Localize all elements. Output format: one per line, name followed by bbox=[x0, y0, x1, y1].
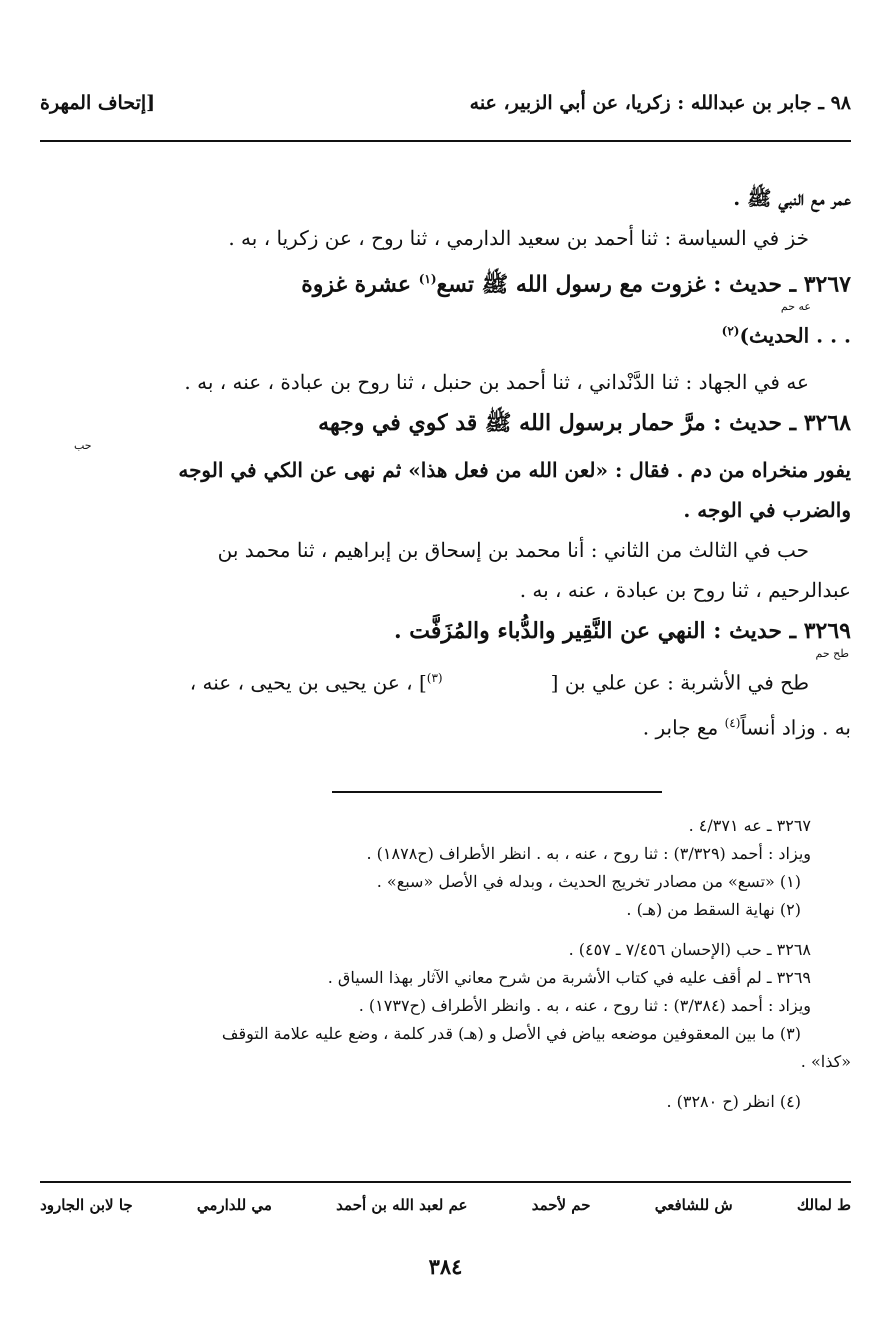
source-marker: حب bbox=[74, 438, 92, 452]
page-number: ٣٨٤ bbox=[428, 1254, 463, 1279]
footnote-line: ٣٢٦٧ ـ عه ٤/٣٧١ . bbox=[688, 816, 811, 835]
text-line bbox=[44, 658, 851, 703]
header-rule bbox=[40, 140, 851, 142]
header-chapter-title: ٩٨ ـ جابر بن عبدالله : زكريا، عن أبي الزبير، عنه bbox=[469, 92, 851, 114]
text-segment: ] ، عن يحيى بن يحيى ، عنه ، bbox=[189, 670, 427, 695]
continuation-text: . . . الحديث) bbox=[739, 323, 851, 348]
text-line bbox=[44, 703, 851, 748]
hadith-3268: ٣٢٦٨ ـ حديث : مرَّ حمار برسول الله ﷺ قد كوي في وجهه bbox=[318, 409, 851, 436]
abbreviation-item: جا لابن الجارود bbox=[40, 1196, 133, 1214]
footnotes bbox=[44, 812, 851, 1116]
abbreviation-item: ش للشافعي bbox=[654, 1196, 733, 1214]
source-marker: عه حم bbox=[780, 300, 811, 314]
text-line: خز في السياسة : ثنا أحمد بن سعيد الدارمي ، ثنا روح ، عن زكريا ، به . bbox=[228, 226, 809, 250]
footnote-line: (٤) انظر (ح ٣٢٨٠) . bbox=[666, 1092, 801, 1111]
hadith-3267 bbox=[44, 258, 851, 305]
footnote-separator bbox=[332, 791, 662, 793]
text-line: عبدالرحيم ، ثنا روح بن عبادة ، عنه ، به . bbox=[519, 577, 851, 602]
abbreviation-key bbox=[40, 1196, 851, 1214]
main-text bbox=[44, 178, 851, 747]
hadith-continuation bbox=[44, 311, 851, 356]
footnote-line: (٣) ما بين المعقوفين موضعه بياض في الأصل و (هـ) قدر كلمة ، وضع عليه علامة التوقف bbox=[221, 1024, 801, 1043]
abbreviation-item: عم لعبد الله بن أحمد bbox=[336, 1196, 468, 1214]
footnote-line: ٣٢٦٩ ـ لم أقف عليه في كتاب الأشربة من شرح معاني الآثار بهذا السياق . bbox=[327, 968, 811, 987]
footnote-ref: (١) bbox=[418, 272, 437, 286]
text-segment: به . وزاد أنساً bbox=[740, 715, 851, 740]
hadith-continuation: والضرب في الوجه . bbox=[683, 497, 851, 522]
abbreviation-item: حم لأحمد bbox=[531, 1196, 591, 1214]
text-line: حب في الثالث من الثاني : أنا محمد بن إسحاق بن إبراهيم ، ثنا محمد بن bbox=[217, 537, 809, 562]
footnote-ref: (٢) bbox=[721, 324, 740, 339]
abbreviation-rule bbox=[40, 1181, 851, 1183]
source-marker: طح حم bbox=[815, 646, 849, 660]
footnote-ref: (٤) bbox=[724, 715, 741, 730]
hadith-title: ٣٢٦٧ ـ حديث : غزوت مع رسول الله ﷺ تسع bbox=[436, 271, 851, 298]
hadith-title-end: عشرة غزوة bbox=[301, 271, 419, 298]
footnote-line: «كذا» . bbox=[800, 1052, 851, 1071]
text-line: عمر مع النبي ﷺ . bbox=[733, 186, 851, 210]
blank-gap bbox=[443, 671, 545, 695]
footnote-line: (٢) نهاية السقط من (هـ) . bbox=[626, 900, 801, 919]
footnote-line: ٣٢٦٨ ـ حب (الإحسان ٧/٤٥٦ ـ ٤٥٧) . bbox=[568, 940, 811, 959]
footnote-line: ويزاد : أحمد (٣/٣٨٤) : ثنا روح ، عنه ، به . وانظر الأطراف (ح١٧٣٧) . bbox=[358, 996, 811, 1015]
footnote-line: ويزاد : أحمد (٣/٣٢٩) : ثنا روح ، عنه ، به . انظر الأطراف (ح١٨٧٨) . bbox=[366, 844, 811, 863]
hadith-3269: ٣٢٦٩ ـ حديث : النهي عن النَّقِير والدُّباء والمُزَفَّت . bbox=[393, 617, 851, 644]
header-book-title: [إتحاف المهرة bbox=[40, 92, 156, 114]
text-line: عه في الجهاد : ثنا الدَّنْداني ، ثنا أحمد بن حنبل ، ثنا روح بن عبادة ، عنه ، به . bbox=[184, 369, 809, 394]
footnote-line: (١) «تسع» من مصادر تخريج الحديث ، وبدله في الأصل «سبع» . bbox=[376, 872, 801, 891]
running-header bbox=[40, 92, 851, 122]
footnote-ref: (٣) bbox=[426, 670, 443, 685]
text-segment: مع جابر . bbox=[642, 715, 725, 740]
abbreviation-item: ط لمالك bbox=[796, 1196, 851, 1214]
abbreviation-item: مي للدارمي bbox=[196, 1196, 272, 1214]
text-segment: طح في الأشربة : عن علي بن [ bbox=[544, 670, 809, 695]
hadith-continuation: يفور منخراه من دم . فقال : «لعن الله من فعل هذا» ثم نهى عن الكي في الوجه bbox=[178, 457, 851, 482]
